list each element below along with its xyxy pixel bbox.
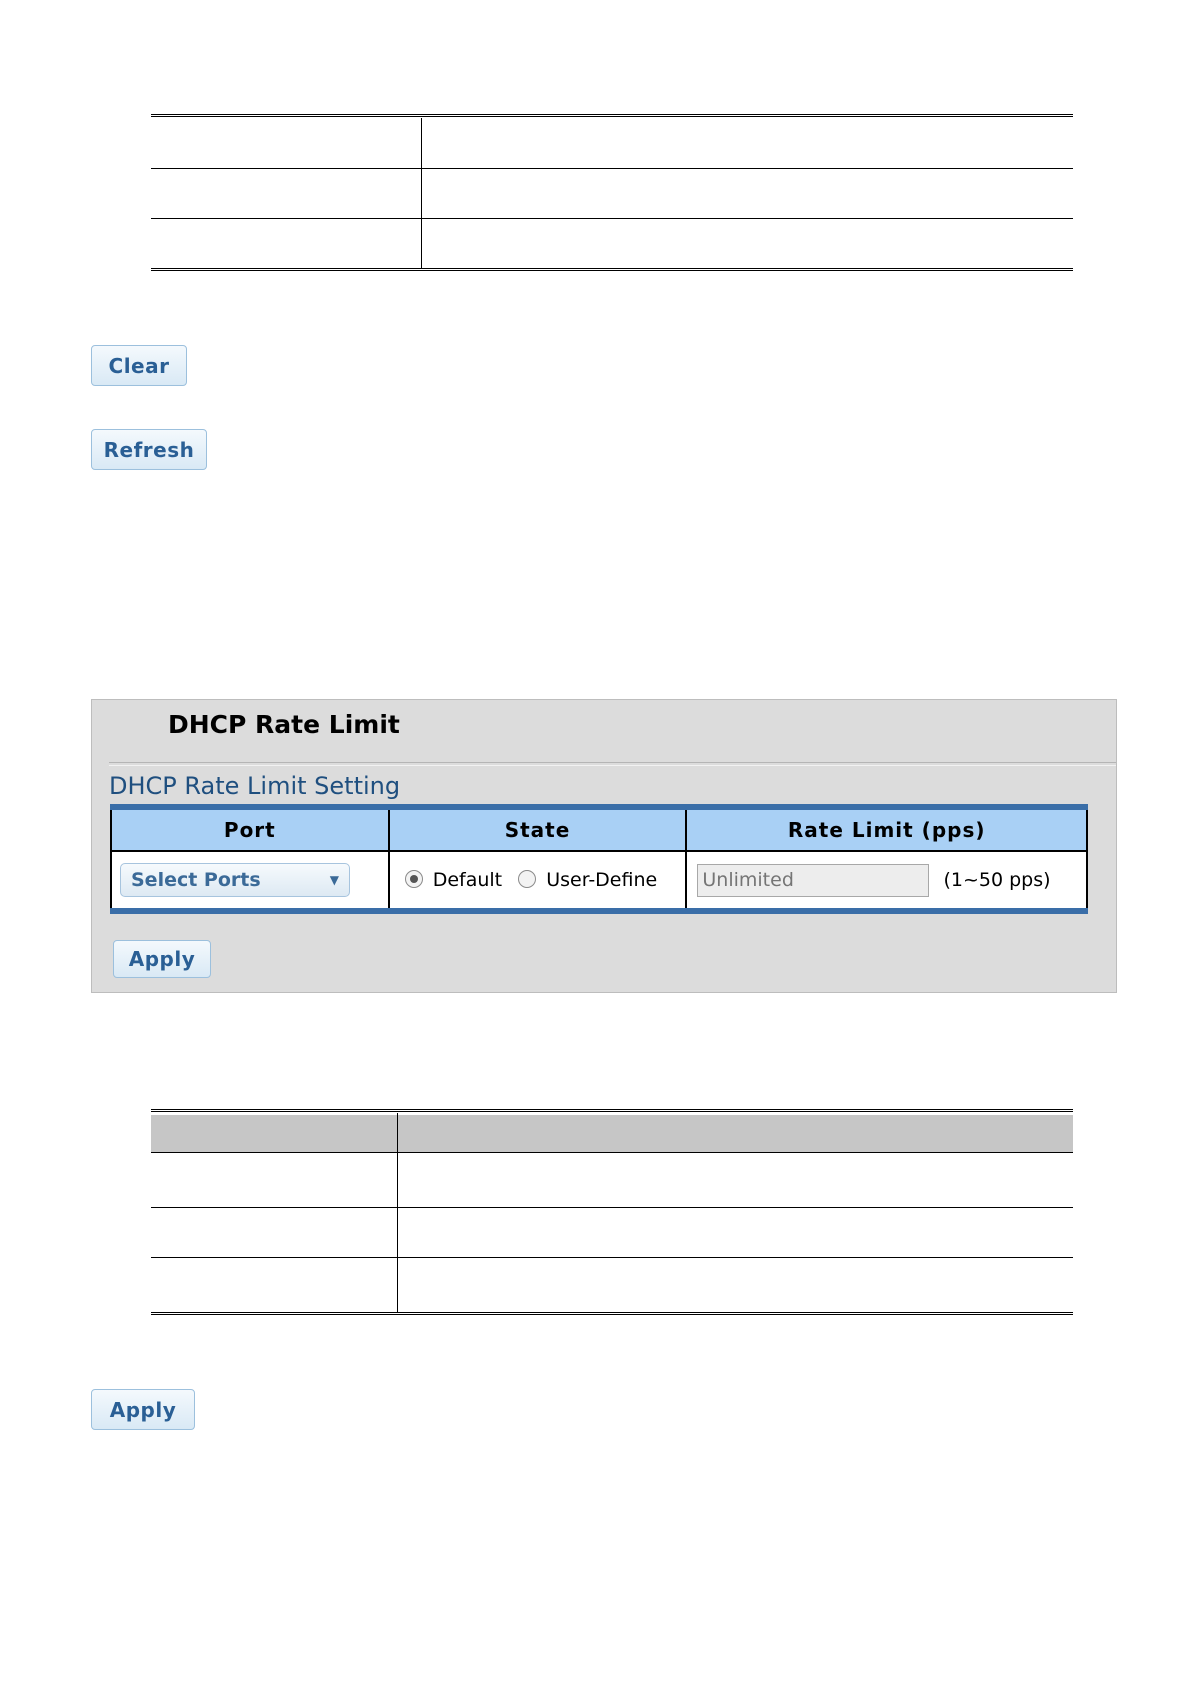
table-row <box>111 851 1087 911</box>
refresh-button[interactable]: Refresh <box>91 429 207 470</box>
column-header-port: Port <box>111 807 389 851</box>
rate-limit-cell <box>686 851 1087 911</box>
rate-limit-table <box>110 804 1088 914</box>
bottom-table-top-border <box>151 1109 1073 1112</box>
port-cell <box>111 851 389 911</box>
select-ports-dropdown[interactable] <box>120 863 350 897</box>
rate-range-hint: (1~50 pps) <box>943 869 1051 891</box>
bottom-table-bottom-border <box>151 1312 1073 1315</box>
top-table-row-divider <box>151 218 1073 219</box>
state-user-define-radio[interactable] <box>518 870 536 888</box>
state-default-label: Default <box>432 869 503 891</box>
select-ports-label: Select Ports <box>131 869 261 891</box>
column-header-state: State <box>389 807 687 851</box>
clear-button[interactable]: Clear <box>91 345 187 386</box>
bottom-table-column-divider <box>397 1113 398 1313</box>
bottom-table-header <box>151 1115 1073 1152</box>
apply-bottom-button[interactable]: Apply <box>91 1389 195 1430</box>
top-table-top-border <box>151 114 1073 117</box>
chevron-down-icon: ▼ <box>329 873 339 887</box>
bottom-table-row-divider <box>151 1207 1073 1208</box>
top-table-bottom-border <box>151 268 1073 271</box>
bottom-table-row-divider <box>151 1152 1073 1153</box>
rate-limit-input[interactable] <box>697 864 929 897</box>
dhcp-rate-limit-panel <box>91 699 1117 993</box>
apply-button[interactable]: Apply <box>113 940 211 978</box>
column-header-rate-limit: Rate Limit (pps) <box>686 807 1087 851</box>
section-title: DHCP Rate Limit Setting <box>109 772 401 800</box>
panel-title: DHCP Rate Limit <box>168 710 400 739</box>
state-default-radio[interactable] <box>405 870 423 888</box>
top-table-row-divider <box>151 168 1073 169</box>
bottom-table-row-divider <box>151 1257 1073 1258</box>
panel-divider <box>109 762 1116 766</box>
state-cell <box>389 851 687 911</box>
top-table-column-divider <box>421 118 422 268</box>
state-user-define-label: User-Define <box>546 869 658 891</box>
